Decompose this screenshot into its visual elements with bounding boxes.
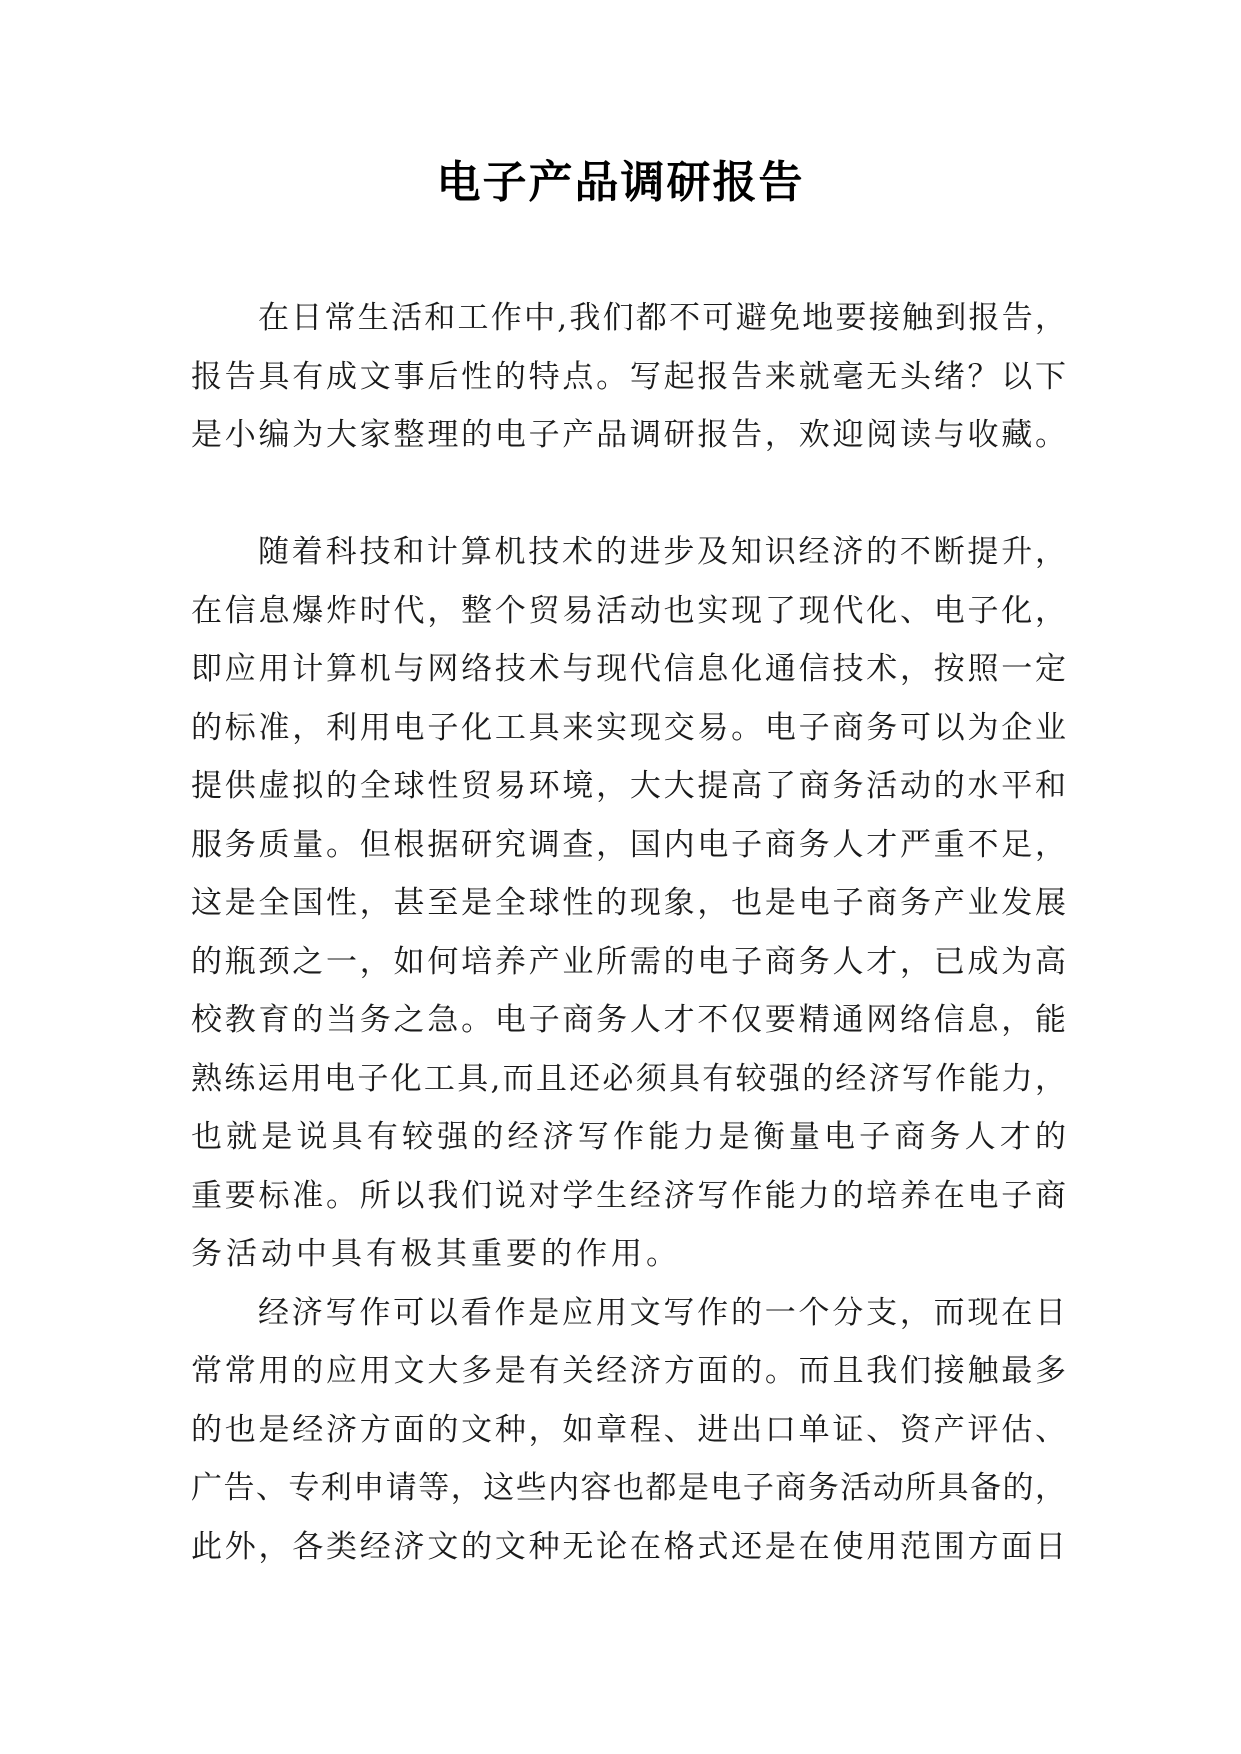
text-line: 此外，各类经济文的文种无论在格式还是在使用范围方面日 bbox=[191, 1528, 1066, 1565]
document-title: 电子产品调研报告 bbox=[436, 157, 805, 208]
text-line: 广告、专利申请等，这些内容也都是电子商务活动所具备的， bbox=[191, 1470, 1066, 1506]
text-line: 在日常生活和工作中,我们都不可避免地要接触到报告， bbox=[258, 300, 1066, 336]
text-line: 报告具有成文事后性的特点。写起报告来就毫无头绪？以下 bbox=[191, 358, 1066, 395]
text-line: 重要标准。所以我们说对学生经济写作能力的培养在电子商 bbox=[191, 1177, 1066, 1214]
text-line: 校教育的当务之急。电子商务人才不仅要精通网络信息，能 bbox=[191, 1002, 1066, 1038]
text-line: 务活动中具有极其重要的作用。 bbox=[191, 1236, 681, 1272]
paragraph-economic-writing bbox=[191, 1284, 1066, 1577]
paragraph-spacer bbox=[191, 465, 1066, 524]
paragraph-intro bbox=[191, 289, 1066, 465]
text-line: 常常用的应用文大多是有关经济方面的。而且我们接触最多 bbox=[191, 1353, 1066, 1389]
text-line: 的也是经济方面的文种，如章程、进出口单证、资产评估、 bbox=[191, 1411, 1066, 1448]
text-line: 服务质量。但根据研究调查，国内电子商务人才严重不足， bbox=[191, 826, 1066, 863]
text-line: 这是全国性，甚至是全球性的现象，也是电子商务产业发展 bbox=[191, 885, 1066, 921]
text-line: 随着科技和计算机技术的进步及知识经济的不断提升， bbox=[258, 534, 1066, 570]
text-line: 是小编为大家整理的电子产品调研报告，欢迎阅读与收藏。 bbox=[191, 417, 1066, 453]
text-line: 在信息爆炸时代，整个贸易活动也实现了现代化、电子化， bbox=[191, 592, 1066, 629]
text-line: 的标准，利用电子化工具来实现交易。电子商务可以为企业 bbox=[191, 709, 1066, 746]
text-line: 熟练运用电子化工具,而且还必须具有较强的经济写作能力， bbox=[191, 1060, 1066, 1097]
text-line: 也就是说具有较强的经济写作能力是衡量电子商务人才的 bbox=[191, 1119, 1066, 1155]
paragraph-ecommerce bbox=[191, 523, 1066, 1284]
text-line: 的瓶颈之一，如何培养产业所需的电子商务人才，已成为高 bbox=[191, 943, 1066, 980]
text-line: 即应用计算机与网络技术与现代信息化通信技术，按照一定 bbox=[191, 651, 1066, 687]
text-line: 经济写作可以看作是应用文写作的一个分支，而现在日 bbox=[258, 1294, 1066, 1331]
document-body bbox=[191, 289, 1066, 1576]
text-line: 提供虚拟的全球性贸易环境，大大提高了商务活动的水平和 bbox=[191, 768, 1066, 804]
